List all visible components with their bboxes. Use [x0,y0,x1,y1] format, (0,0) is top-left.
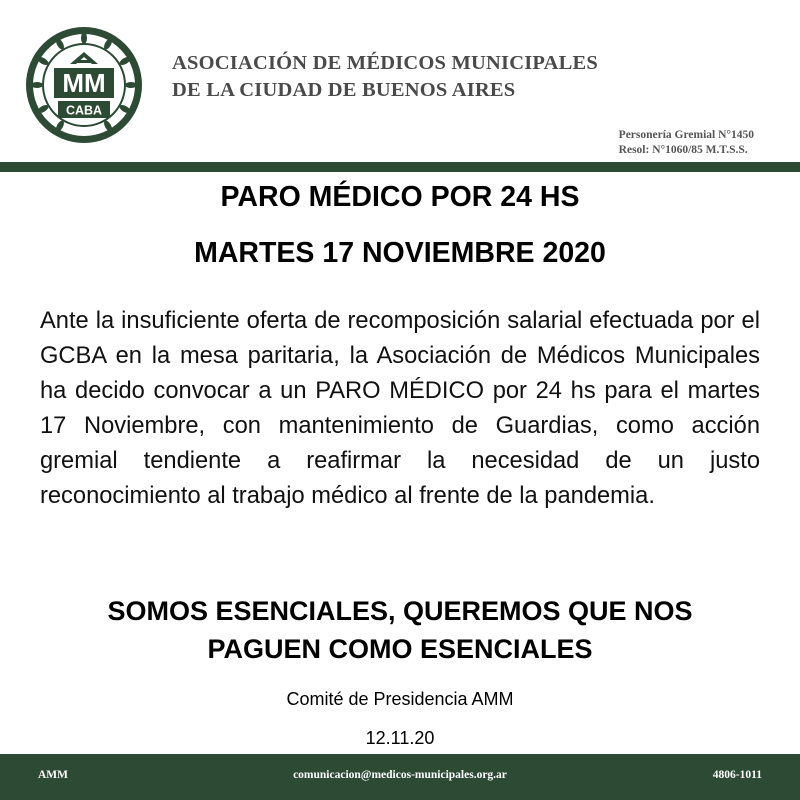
logo-letters: MM [62,68,106,98]
amm-caba-logo [24,24,144,146]
document-date: 12.11.20 [365,728,435,748]
announcement-body: Ante la insuficiente oferta de recomposición salarial efectuada por el GCBA en la mesa paritaria, la Asociación de Médicos Municipales ha decido convocar a un PARO MÉDICO por 24 hs para el martes 17 Noviembre, con mantenimiento de Guardias, como acción gremial tendiente a reafirmar la necesidad de un justo reconocimiento al trabajo médico al frente de la pandemia. [40,308,760,509]
slogan-line1: SOMOS ESENCIALES, QUEREMOS QUE NOS [107,596,693,626]
org-name-line2: DE LA CIUDAD DE BUENOS AIRES [172,79,516,101]
footer-phone: 4806-1011 [712,769,762,781]
footer-org-abbrev: AMM [38,769,69,781]
organization-name [172,50,598,104]
letterhead [0,0,800,162]
slogan [0,592,800,668]
legal-registration [619,128,754,158]
signature: Comité de Presidencia AMM [286,689,514,709]
slogan-line2: PAGUEN COMO ESENCIALES [207,634,593,664]
strike-title: PARO MÉDICO POR 24 HS [220,181,580,213]
legal-line1: Personería Gremial N°1450 [618,129,754,141]
header-divider-band [0,162,800,172]
legal-line2: Resol: N°1060/85 M.T.S.S. [618,144,748,156]
strike-date-title: MARTES 17 NOVIEMBRE 2020 [194,237,606,269]
footer-email[interactable]: comunicacion@medicos-municipales.org.ar [293,769,507,781]
footer-band [0,754,800,800]
org-name-line1: ASOCIACIÓN DE MÉDICOS MUNICIPALES [172,52,598,74]
logo-sub: CABA [65,103,103,118]
